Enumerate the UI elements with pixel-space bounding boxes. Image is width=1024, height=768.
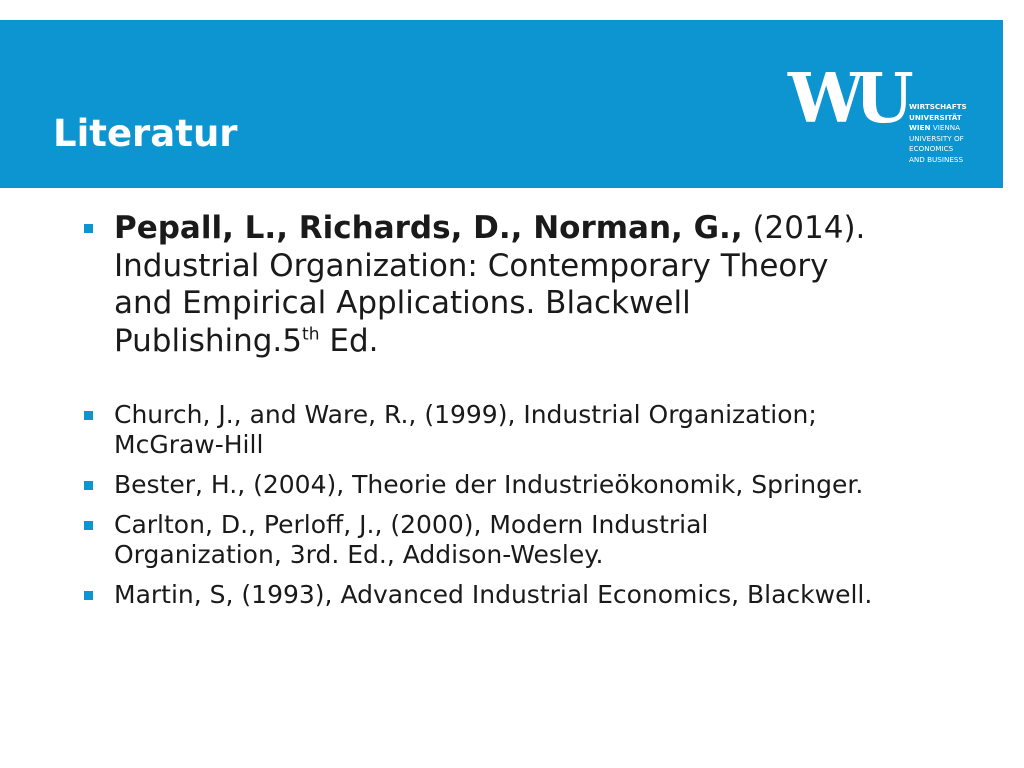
logo-line-6: AND BUSINESS	[909, 154, 964, 164]
wu-logo-text	[909, 102, 967, 165]
wu-logo-mark: WU	[788, 59, 904, 139]
logo-line-2: UNIVERSITÄT	[909, 112, 962, 122]
square-bullet-icon	[84, 481, 93, 490]
reference-main-sup: th	[302, 324, 320, 345]
reference-text: Church, J., and Ware, R., (1999), Industrial Organization; McGraw-Hill	[114, 400, 817, 459]
reference-text: Bester, H., (2004), Theorie der Industrieökonomik, Springer.	[114, 470, 864, 499]
square-bullet-icon	[84, 591, 93, 600]
square-bullet-icon	[84, 224, 93, 233]
reference-item	[80, 580, 880, 610]
reference-main-authors: Pepall, L., Richards, D., Norman, G.,	[114, 210, 743, 246]
reference-main	[80, 210, 880, 360]
square-bullet-icon	[84, 411, 93, 420]
logo-line-3-rest: VIENNA	[930, 123, 961, 132]
reference-item	[80, 510, 880, 570]
reference-main-text: (2014). Industrial Organization: Contemporary Theory and Empirical Applications. Blackwell Publishing.5	[114, 210, 866, 359]
square-bullet-icon	[84, 521, 93, 530]
logo-line-3-bold: WIEN	[909, 123, 931, 132]
reference-list	[80, 210, 880, 620]
reference-text: Carlton, D., Perloff, J., (2000), Modern Industrial Organization, 3rd. Ed., Addison-Wesley.	[114, 510, 709, 569]
reference-text: Martin, S, (1993), Advanced Industrial Economics, Blackwell.	[114, 580, 873, 609]
header-banner	[0, 20, 1003, 188]
logo-line-4: UNIVERSITY OF	[909, 133, 964, 143]
wu-logo	[788, 59, 988, 168]
logo-line-3	[909, 123, 967, 134]
logo-line-1: WIRTSCHAFTS	[909, 102, 967, 111]
reference-item	[80, 470, 880, 500]
logo-line-5: ECONOMICS	[909, 144, 954, 153]
reference-main-tail: Ed.	[319, 322, 379, 359]
slide-title: Literatur	[53, 112, 238, 155]
reference-item	[80, 400, 880, 460]
